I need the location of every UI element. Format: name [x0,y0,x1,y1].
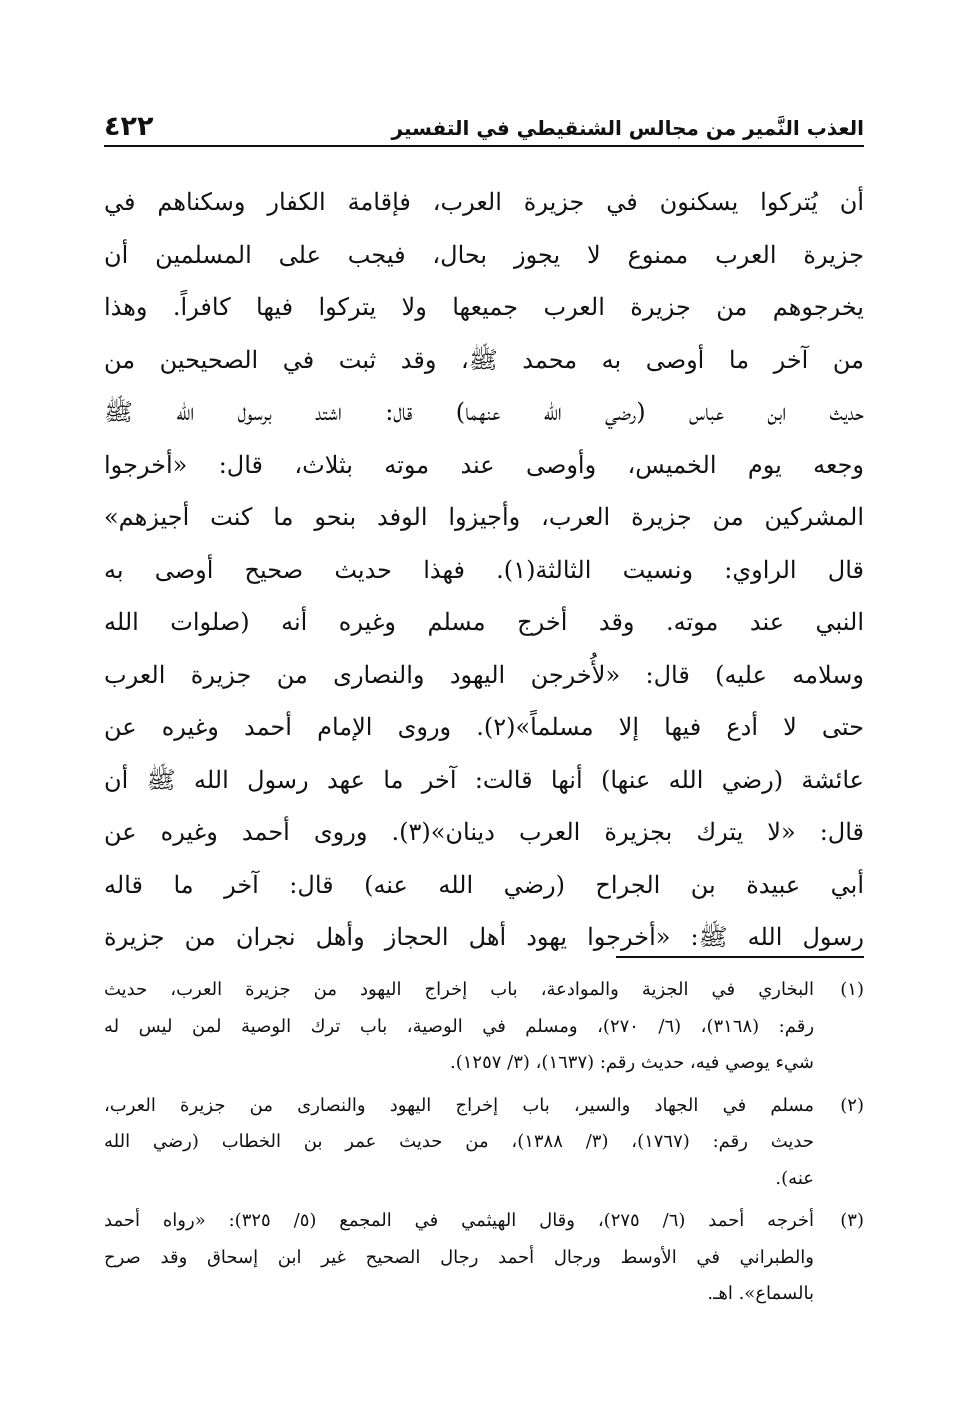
footnote-text [104,972,814,1082]
footnote-2 [104,1088,864,1198]
text-line: قال الراوي: ونسيت الثالثة(١). فهذا حديث صحيح أوصى به [104,555,864,584]
footnote-line: عنه). [775,1167,814,1189]
text-line: وسلامه عليه) قال: «لأُخرجن اليهود والنصارى من جزيرة العرب [104,660,864,689]
footnote-text [104,1088,814,1198]
text-line: رسول الله ﷺ: «أخرجوا يهود أهل الحجاز وأهل نجران من جزيرة [104,923,864,951]
footnote-3 [104,1203,864,1313]
footnote-line: والطبراني في الأوسط ورجال أحمد رجال الصحيح غير ابن إسحاق وقد صرح [104,1246,814,1268]
footnote-line: أخرجه أحمد (٦/ ٢٧٥)، وقال الهيثمي في المجمع (٥/ ٣٢٥): «رواه أحمد [104,1210,815,1231]
footnote-number: (٣) [840,1210,864,1231]
text-line: عائشة (رضي الله عنها) أنها قالت: آخر ما عهد رسول الله ﷺ أن [104,765,864,794]
text-line: وجعه يوم الخميس، وأوصى عند موته بثلاث، قال: «أخرجوا [104,450,864,479]
running-title: العذب النَّمير من مجالس الشنقيطي في التفسير [391,116,864,140]
page-number: ٤٢٢ [104,111,154,142]
header-rule [104,145,864,147]
footnote-line: مسلم في الجهاد والسير، باب إخراج اليهود والنصارى من جزيرة العرب، [104,1094,814,1116]
text-line: جزيرة العرب ممنوع لا يجوز بحال، فيجب على المسلمين أن [104,240,864,269]
footnote-text [104,1203,814,1313]
footnote-line: البخاري في الجزية والموادعة، باب إخراج اليهود من جزيرة العرب، حديث [104,979,814,1000]
text-line: حديث ابن عباس (رضي الله عنهما) قال: اشتد برسول الله ﷺ [104,398,864,426]
text-line: من آخر ما أوصى به محمد ﷺ، وقد ثبت في الصحيحين من [104,345,865,374]
footnote-number: (٢) [840,1094,864,1116]
text-line: أن يُتركوا يسكنون في جزيرة العرب، فإقامة الكفار وسكناهم في [104,188,864,216]
footnote-1 [104,972,864,1082]
footnote-line: حديث رقم: (١٧٦٧)، (٣/ ١٣٨٨)، من حديث عمر بن الخطاب (رضي الله [104,1131,814,1152]
main-text [104,176,864,964]
text-line: يخرجوهم من جزيرة العرب جميعها ولا يتركوا فيها كافراً. وهذا [104,293,864,321]
footnote-line: شيء يوصي فيه، حديث رقم: (١٦٣٧)، (٣/ ١٢٥٧). [449,1052,814,1073]
text-line: أبي عبيدة بن الجراح (رضي الله عنه) قال: آخر ما قاله [104,870,864,899]
text-line: النبي عند موته. وقد أخرج مسلم وغيره أنه (صلوات الله [104,608,864,636]
footnote-number: (١) [840,979,864,1000]
text-line: قال: «لا يترك بجزيرة العرب دينان»(٣). وروى أحمد وغيره عن [104,818,865,846]
footnote-line: رقم: (٣١٦٨)، (٦/ ٢٧٠)، ومسلم في الوصية، باب ترك الوصية لمن ليس له [104,1015,815,1037]
footnotes [104,972,864,1319]
running-header [104,100,864,142]
text-line: المشركين من جزيرة العرب، وأجيزوا الوفد بنحو ما كنت أجيزهم» [104,503,864,531]
footnote-separator [616,956,864,958]
footnote-line: بالسماع». اهـ. [707,1283,814,1304]
text-line: حتى لا أدع فيها إلا مسلماً»(٢). وروى الإمام أحمد وغيره عن [104,713,864,741]
